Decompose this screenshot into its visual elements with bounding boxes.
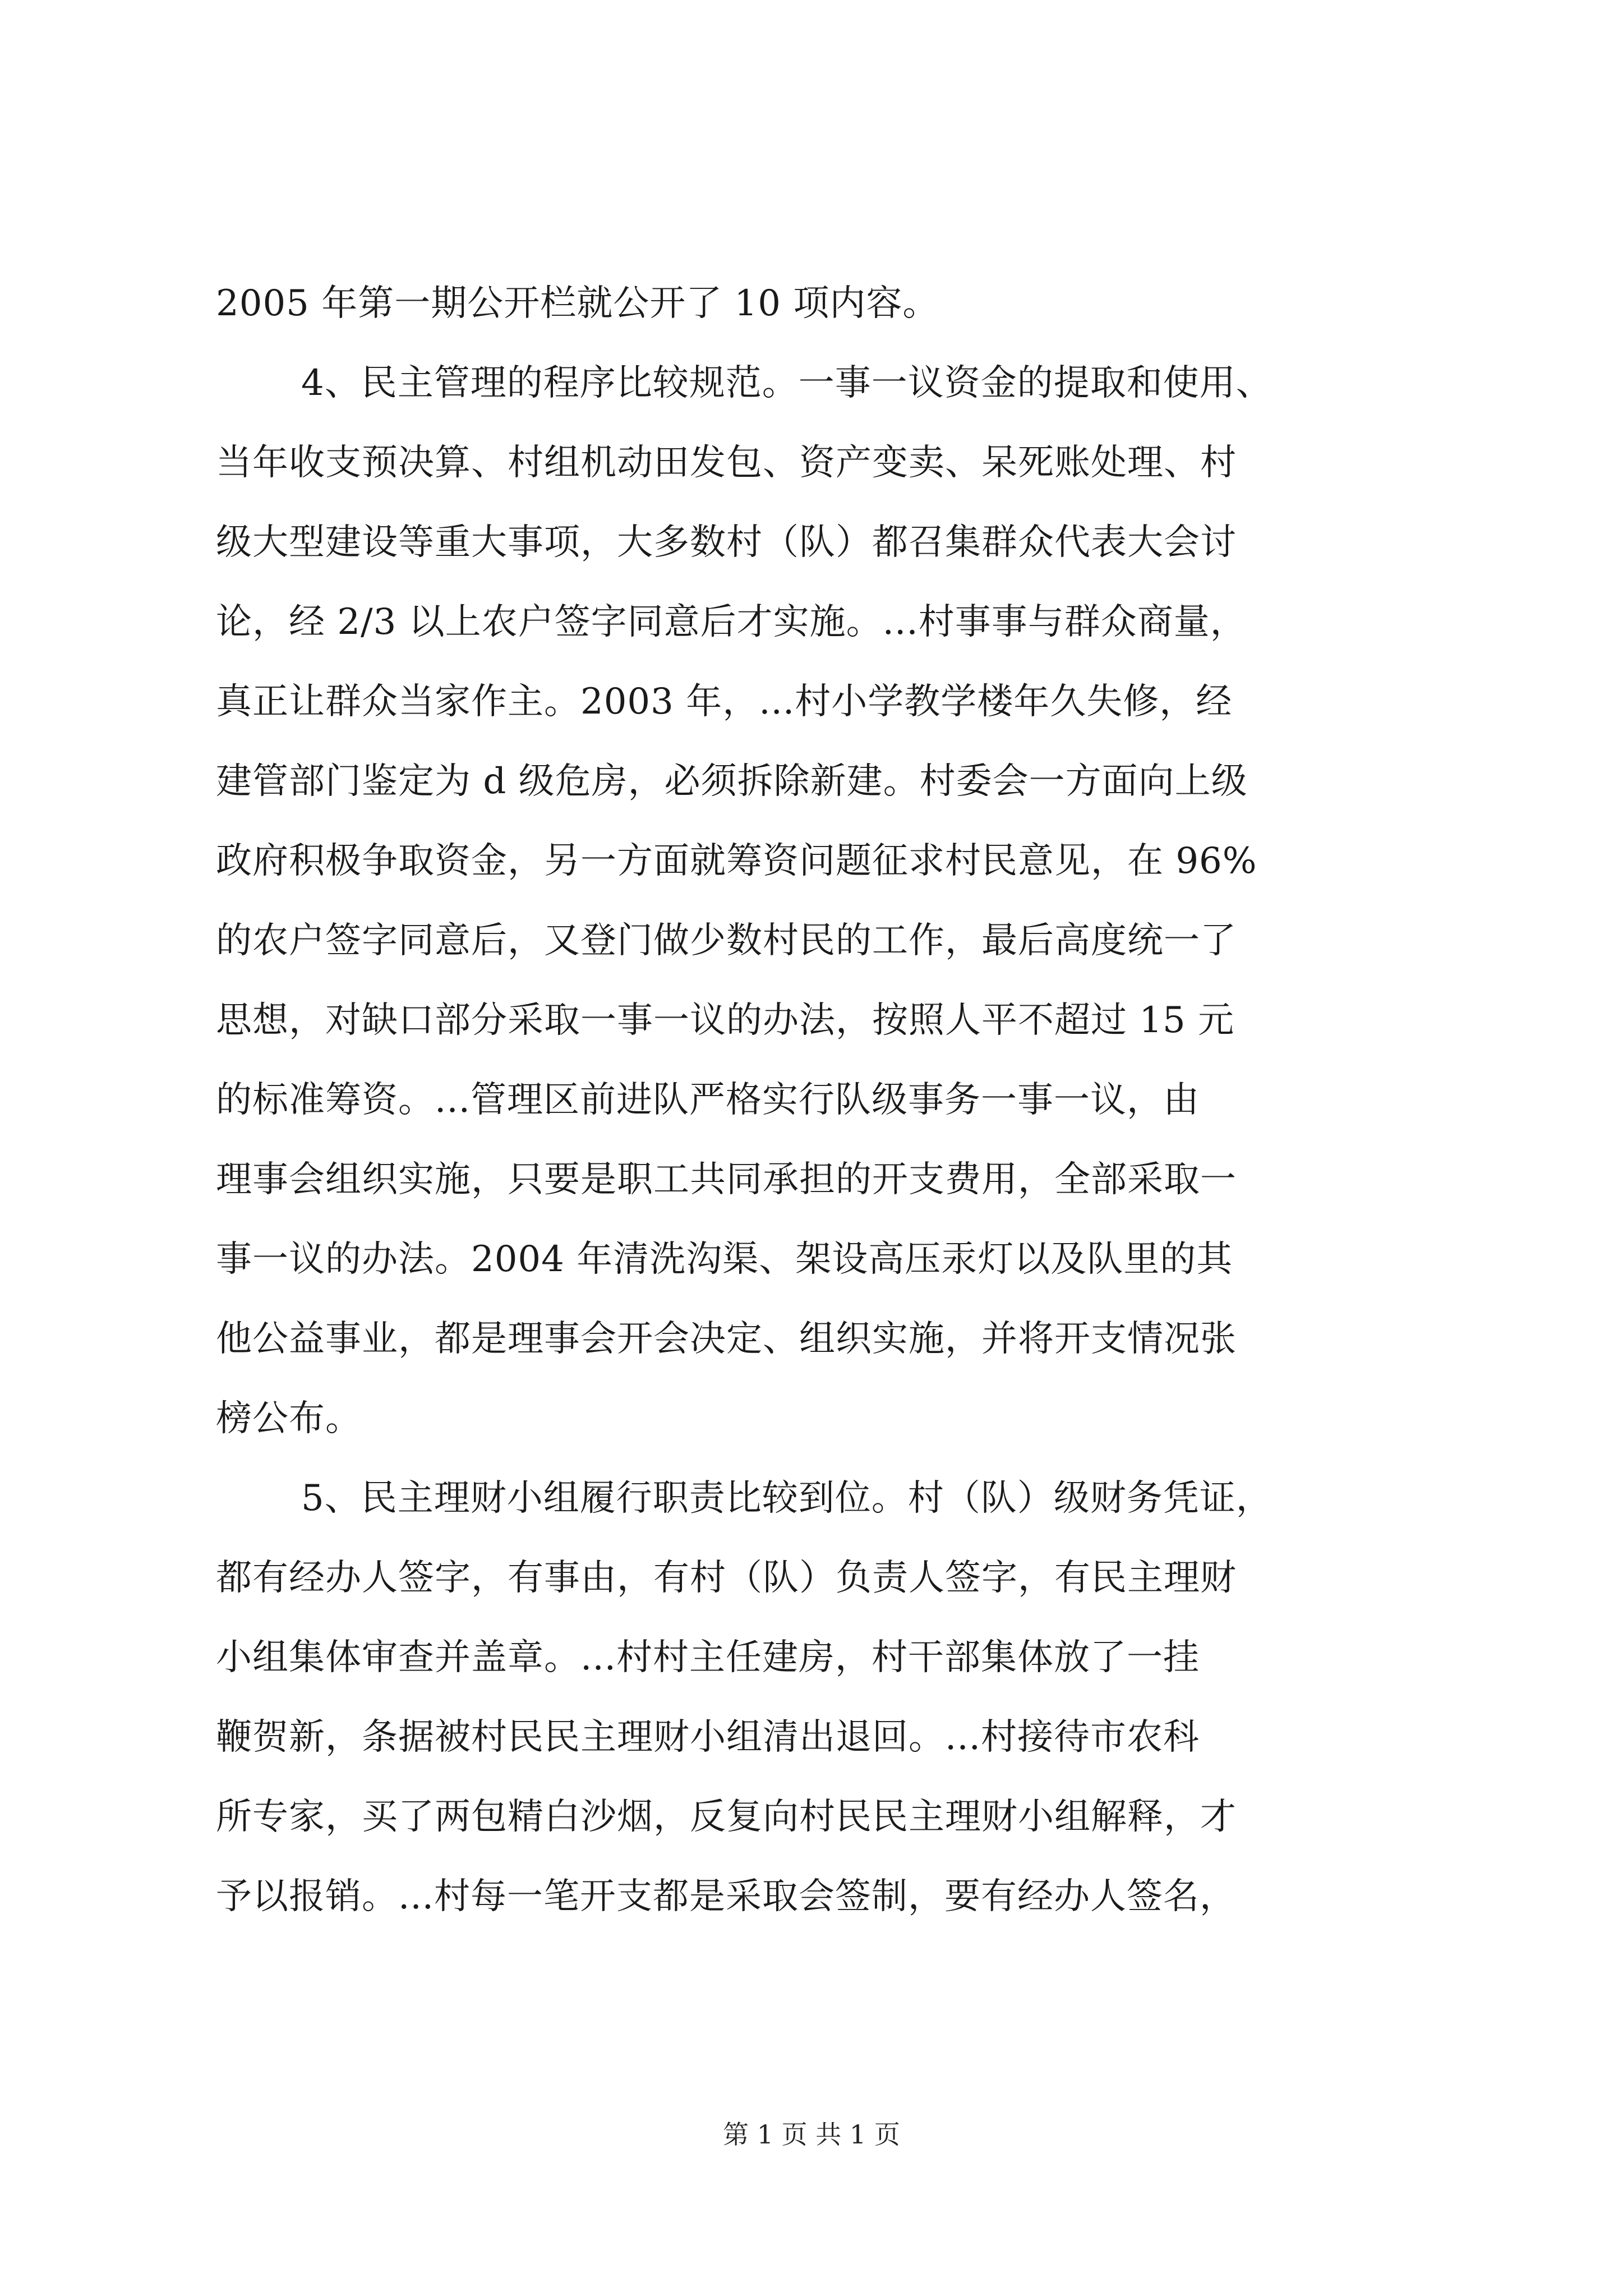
text-line-6: 真正让群众当家作主。2003 年，...村小学教学楼年久失修，经	[216, 681, 1233, 723]
text-line-9: 的农户签字同意后，又登门做少数村民的工作，最后高度统一了	[216, 920, 1237, 961]
text-line-20: 所专家，买了两包精白沙烟，反复向村民民主理财小组解释，才	[216, 1796, 1237, 1838]
text-line-13: 事一议的办法。2004 年清洗沟渠、架设高压汞灯以及队里的其	[216, 1239, 1233, 1280]
page-footer	[0, 2118, 1623, 2151]
text-line-11: 的标准筹资。...管理区前进队严格实行队级事务一事一议，由	[216, 1079, 1200, 1121]
text-line-2: 4、民主管理的程序比较规范。一事一议资金的提取和使用、	[301, 362, 1272, 404]
text-line-18: 小组集体审查并盖章。...村村主任建房，村干部集体放了一挂	[216, 1637, 1200, 1678]
text-line-15: 榜公布。	[216, 1398, 362, 1439]
text-line-19: 鞭贺新，条据被村民民主理财小组清出退回。...村接待市农科	[216, 1717, 1200, 1758]
text-line-17: 都有经办人签字，有事由，有村（队）负责人签字，有民主理财	[216, 1557, 1237, 1599]
document-body	[216, 264, 1422, 1936]
text-line-1: 2005 年第一期公开栏就公开了 10 项内容。	[216, 283, 939, 324]
text-line-5: 论，经 2/3 以上农户签字同意后才实施。...村事事与群众商量，	[216, 601, 1247, 643]
text-line-4: 级大型建设等重大事项，大多数村（队）都召集群众代表大会讨	[216, 522, 1237, 563]
text-line-7: 建管部门鉴定为 d 级危房，必须拆除新建。村委会一方面向上级	[216, 761, 1248, 802]
text-line-10: 思想，对缺口部分采取一事一议的办法，按照人平不超过 15 元	[216, 1000, 1235, 1041]
text-line-8: 政府积极争取资金，另一方面就筹资问题征求村民意见，在 96%	[216, 840, 1257, 882]
text-line-3: 当年收支预决算、村组机动田发包、资产变卖、呆死账处理、村	[216, 442, 1237, 484]
text-line-12: 理事会组织实施，只要是职工共同承担的开支费用，全部采取一	[216, 1159, 1237, 1200]
text-line-21: 予以报销。...村每一笔开支都是采取会签制，要有经办人签名，	[216, 1876, 1237, 1917]
text-line-14: 他公益事业，都是理事会开会决定、组织实施，并将开支情况张	[216, 1318, 1237, 1360]
text-line-16: 5、民主理财小组履行职责比较到位。村（队）级财务凭证，	[301, 1478, 1272, 1519]
page-number-label: 第 1 页 共 1 页	[723, 2119, 900, 2150]
